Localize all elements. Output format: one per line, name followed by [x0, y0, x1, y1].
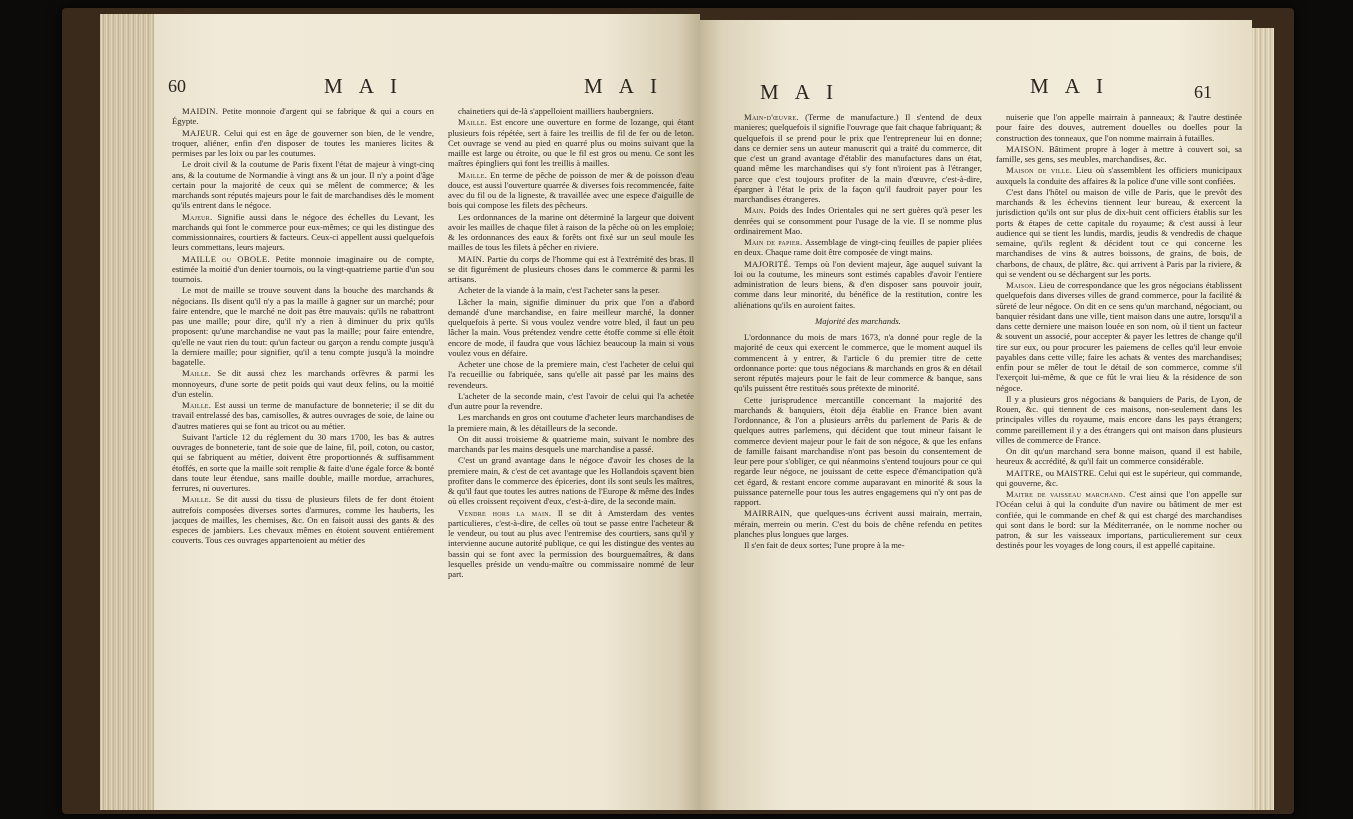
running-head-word-facing: M A I	[584, 74, 664, 98]
entry-text: ou MAISTRE. Celui qui est le supérieur, qui commande, qui gouverne, &c.	[996, 467, 1242, 488]
page-edges-left	[100, 14, 156, 810]
entry-text: Est aussi un terme de manufacture de bonneterie; il se dit du travail entrelassé des bas, camisolles, & autres ouvrages de soie, de laine ou d'autres matieres qui se font au tricot ou au métier.	[172, 400, 434, 431]
dictionary-entry	[448, 117, 694, 168]
entry-headword: Main de papier.	[744, 237, 803, 247]
dictionary-entry	[448, 285, 694, 295]
running-head-word: M A I	[1030, 74, 1110, 98]
entry-text: Lâcher la main, signifie diminuer du prix que l'on a d'abord demandé d'une marchandise, en faire meilleur marché, la donner quelquefois à perte. Si vous voulez vendre votre bled, il faut un peu lâcher la main. Vous prétendez vendre cette étoffe comme si elle étoit encore de mode, il faudra que vous lâchiez beaucoup la main si vous voulez vous en défaire.	[448, 296, 694, 358]
dictionary-entry	[734, 259, 982, 310]
dictionary-entry	[996, 112, 1242, 143]
dictionary-entry	[734, 205, 982, 236]
entry-text: Il y a plusieurs gros négocians & banquiers de Paris, de Lyon, de Rouen, &c. qui tiennent de ces maisons, non-seulement dans les principales villes du royaume, mais encore dans les pays étrangers; comme pareillement il y a des étrangers qui ont maison dans plusieurs villes de commerce de France.	[996, 393, 1242, 445]
entry-text: Temps où l'on devient majeur, âge auquel suivant la loi ou la coutume, les mineurs sont estimés capables d'avoir l'entiere administration de leurs biens, & d'en disposer sans pouvoir jouir, comme dans leur minorité, du bénéfice de la restitution, contre les aliénations qu'ils en auroient faites.	[734, 258, 982, 310]
left-column-a	[172, 106, 434, 804]
entry-text: Lieu où s'assemblent les officiers municipaux auxquels la conduite des affaires & la police d'une ville sont confiées.	[996, 165, 1242, 186]
entry-text: Suivant l'article 12 du réglement du 30 mars 1700, les bas & autres ouvrages de bonneterie, tant de soie que de laine, fil, poil, coton, ou castor, qui se fabriquent au métier, doivent être proportionnés & suffisamment étoffés, en sorte que la maille soit remplie & faite d'une égale force & bonté dans toute leur étendue, sans maille double, maille mordue, arrachures, ferrures, ni ouvertures.	[172, 431, 434, 493]
entry-headword: MAIDIN.	[182, 106, 219, 116]
dictionary-entry	[172, 106, 434, 127]
dictionary-entry	[172, 285, 434, 367]
dictionary-entry	[448, 170, 694, 211]
right-column-b	[996, 112, 1242, 804]
entry-headword: Main-d'œuvre.	[744, 112, 799, 122]
entry-text: L'acheter de la seconde main, c'est l'avoir de celui qui l'a achetée d'un autre pour la revendre.	[448, 390, 694, 411]
entry-text: nuiserie que l'on appelle mairrain à panneaux; & l'autre destinée pour faire des douves, autrement douelles ou doelles pour la construction des tonneaux, que l'on nomme mairrain à futailles.	[996, 112, 1242, 143]
dictionary-entry	[172, 159, 434, 210]
entry-headword: MAIN.	[458, 253, 485, 264]
dictionary-entry	[172, 400, 434, 431]
running-head-right	[700, 74, 1252, 110]
dictionary-entry	[448, 412, 694, 433]
left-column-b	[448, 106, 694, 804]
entry-headword: MAILLE ou OBOLE.	[182, 253, 270, 264]
dictionary-entry	[172, 212, 434, 253]
dictionary-entry	[448, 254, 694, 285]
entry-headword: Maille.	[182, 400, 212, 410]
entry-text: Lieu de correspondance que les gros négocians établissent quelquefois dans diverses villes de grand commerce, pour la facilité & sûreté de leur négoce. On dit en ce sens qu'un marchand, négociant, ou banquier résidant dans une ville, tient maison dans une autre, lorsqu'il a dans cette derniere une maison louée en son nom, où il tient un facteur & souvent un associé, pour accepter & payer les lettres de change qu'il tire sur eux, ou pour procurer les paiemens de celles qu'il leur envoie payables dans cette ville; faire les achats & ventes des marchandises; enfin pour se mêler de tout le détail de son commerce, comme s'il l'exerçoit lui-même, & que ce fût le vrai lieu & la résidence de son négoce.	[996, 280, 1242, 393]
entry-headword: MAITRE,	[1006, 467, 1044, 478]
entry-text: Il s'en fait de deux sortes; l'une propre à la me-	[744, 540, 905, 550]
entry-text: Les marchands en gros ont coutume d'acheter leurs marchandises de la premiere main, & les détailleurs de la seconde.	[448, 412, 694, 433]
running-head-word: M A I	[324, 74, 404, 98]
entry-text: En terme de pêche de poisson de mer & de poisson d'eau douce, est aussi l'ouverture quarrée & diverses fois recommencée, faite avec du fil ou de la ligneste, & travaillée avec une espece d'aiguille de bois qui compose les filets des pêcheurs.	[448, 169, 694, 211]
dictionary-entry	[996, 468, 1242, 489]
dictionary-entry	[996, 144, 1242, 165]
dictionary-entry	[996, 165, 1242, 186]
entry-text: C'est dans l'hôtel ou maison de ville de Paris, que le prevôt des marchands & les échevins tiennent leur bureau, & exercent la jurisdiction qu'ils ont sur plus de dix-huit cent officiers établis sur les ports & étapes de cette capitale du royaume; & c'est aussi à leur audience qui se tient les lundis, mardis, jeudis & vendredis de chaque semaine, qu'ils reglent & décident tout ce qui concerne les marchandises de vins & autres boissons, de grains, de bois, de charbons, de chaux, de plâtre, &c. qui arrivent à Paris par la riviere, & qui se vendent ou se déchargent sur les ports.	[996, 186, 1242, 279]
dictionary-entry	[734, 332, 982, 394]
entry-text: Est encore une ouverture en forme de lozange, qui étant plusieurs fois répétée, sert à faire les treillis de fil de fer ou de leton. Cet ouvrage se vend au pied en quarré plus ou moins suivant que la maille est large ou étroite, ou que le fil est gros ou menu. Ce sont les maîtres épingliers qui font les treillis à mailles.	[448, 117, 694, 169]
entry-text: Partie du corps de l'homme qui est à l'extrémité des bras. Il se dit figurément de plusieurs choses dans le commerce & parmi les artisans.	[448, 253, 694, 284]
entry-headword: Main.	[744, 205, 766, 216]
entry-text: C'est ainsi que l'on appelle sur l'Océan celui à qui la conduite d'un navire ou bâtiment de mer est confiée, qui le commande en chef & qui est chargé des marchandises qui sont dans le bord: sur la Méditerranée, on le nomme nocher ou patron, & sur les vaisseaux importans, particulierement sur ceux destinés pour les voyages de long cours, il est appellé capitaine.	[996, 489, 1242, 551]
entry-headword: Maille.	[458, 169, 488, 180]
dictionary-entry	[448, 508, 694, 580]
entry-headword: Maison.	[1006, 280, 1037, 290]
entry-text: On dit qu'un marchand sera bonne maison, quand il est habile, heureux & accrédité, & qu'il fait un commerce considérable.	[996, 446, 1242, 467]
entry-text: Acheter une chose de la premiere main, c'est l'acheter de celui qui l'a recueillie ou fabriquée, sans qu'elle ait passé par les mains des revendeurs.	[448, 359, 694, 390]
entry-text: (Terme de manufacture.) Il s'entend de deux manieres; quelquefois il signifie l'ouvrage que fait chaque fabriquant; & quelquefois il se prend pour le prix que l'entrepreneur lui en donne; dans ce dernier sens un auteur manuscrit qui a traité du commerce, dit que c'est un grand avantage d'établir des manufactures dans un état, quand même les marchandises qui s'y font n'iroient pas à l'étranger, parce que c'est toujours profiter de la main d'œuvre, c'est-à-dire, épargner à l'état le prix de la façon qu'il faudroit payer pour les marchandises étrangeres.	[734, 112, 982, 204]
dictionary-entry	[172, 494, 434, 545]
dictionary-entry	[172, 368, 434, 399]
entry-headword: Maille.	[182, 494, 212, 505]
page-number-left: 60	[168, 76, 186, 96]
entry-text: On dit aussi troisieme & quatrieme main, suivant le nombre des marchands par les mains desquels une marchandise a passé.	[448, 433, 694, 454]
dictionary-entry	[448, 455, 694, 506]
entry-text: Acheter de la viande à la main, c'est l'acheter sans la peser.	[458, 285, 660, 296]
entry-headword: Majeur.	[182, 211, 213, 222]
entry-text: que quelques-uns écrivent aussi mairain, merrain, mérain, merrein ou merin. C'est du bois de chêne refendu en petites planches plus longues que larges.	[734, 508, 982, 539]
dictionary-entry	[172, 128, 434, 159]
right-column-a	[734, 112, 982, 804]
running-head-left	[154, 74, 700, 104]
entry-text: Celui qui est en âge de gouverner son bien, de le vendre, troquer, aliéner, enfin d'en disposer de toutes les manieres licites & permises par les loix ou par les coutumes.	[172, 127, 434, 158]
dictionary-entry	[172, 254, 434, 285]
entry-text: C'est un grand avantage dans le négoce d'avoir les choses de la premiere main, & c'est de cet avantage que les Hollandois sçavent bien profiter dans le commerce des épiceries, dont ils sont seuls les maîtres, & qu'il faut que toutes les autres nations de l'Europe & même des Indes où elles croissent reçoivent d'eux, c'est-à-dire, de la seconde main.	[448, 455, 694, 507]
entry-text: Se dit aussi du tissu de plusieurs filets de fer dont étoient autrefois composées diverses sortes d'armures, comme les hauberts, les jacques de mailles, les chemises, &c. On en faisoit aussi des gants & des especes de jambiers. Les chevaux mêmes en étoient souvent entiérement couverts. Tous ces ouvrages appartenoient au métier des	[172, 494, 434, 546]
dictionary-entry	[996, 489, 1242, 551]
entry-headword: Maitre de vaisseau marchand.	[1006, 489, 1126, 499]
dictionary-entry	[172, 432, 434, 494]
entry-text: chainetiers qui de-là s'appelloient mailliers haubergniers.	[458, 106, 654, 116]
entry-text: Le mot de maille se trouve souvent dans la bouche des marchands & négocians. Ils disent qu'il n'y a pas la maille à gagner sur un marché; pour faire entendre, que le marché ne doit pas être mauvais: qu'ils ne rabattront pas une maille; pour dire, qu'il n'y a rien à diminuer du prix qu'ils proposent: qu'une marchandise ne vaut pas la maille; pour faire entendre, qu'elle ne vaut rien du tout: qu'un facteur ou garçon a rendu compte jusqu'à la derniere maille; pour signifier, qu'il a tenu compte jusqu'à la moindre bagatelle.	[172, 285, 434, 367]
entry-text: Majorité des marchands.	[815, 315, 901, 326]
entry-text: Petite monnoie d'argent qui se fabrique & qui a cours en Égypte.	[172, 106, 434, 127]
dictionary-entry	[448, 212, 694, 253]
dictionary-entry	[448, 106, 694, 116]
entry-text: Le droit civil & la coutume de Paris fixent l'état de majeur à vingt-cinq ans, & la coutume de Normandie à vingt ans & un jour. Il n'y a point d'âge certain pour la majorité de ceux qui se mêlent de commerce; & les marchands sont réputés majeurs pour le fait de marchandises dès le moment qu'ils entrent dans le négoce.	[172, 159, 434, 211]
entry-text: Assemblage de vingt-cinq feuilles de papier pliées en deux. Chaque rame doit être composée de vingt mains.	[734, 237, 982, 258]
entry-headword: Maison de ville.	[1006, 165, 1073, 176]
dictionary-entry	[996, 446, 1242, 467]
entry-text: Les ordonnances de la marine ont déterminé la largeur que doivent avoir les mailles de chaque filet à raison de la pêche où on les emploie; & les ordonnances des eaux & forêts ont fixé sur un seul moule les mailles de tous les filets à pêcher en riviere.	[448, 211, 694, 253]
dictionary-entry	[734, 395, 982, 508]
dictionary-entry	[448, 297, 694, 359]
entry-text: Petite monnoie imaginaire ou de compte, estimée la moitié d'un denier tournois, ou la vingt-quatrieme partie d'un sou tournois.	[172, 253, 434, 284]
entry-text: Se dit aussi chez les marchands orfèvres & parmi les monnoyeurs, d'une sorte de petit poids qui vaut deux felins, ou la moitié d'un estelin.	[172, 368, 434, 399]
dictionary-entry	[448, 391, 694, 412]
page-edges-right	[1252, 28, 1274, 810]
dictionary-entry	[734, 540, 982, 550]
entry-text: Bâtiment propre à loger à mettre à couvert soi, sa famille, ses gens, ses meubles, marchandises, &c.	[996, 143, 1242, 164]
dictionary-entry	[448, 359, 694, 390]
page-number-right: 61	[1194, 82, 1212, 102]
dictionary-entry	[734, 508, 982, 539]
entry-headword: MAJEUR.	[182, 127, 221, 138]
entry-headword: MAIRRAIN,	[744, 508, 793, 519]
entry-headword: Vendre hors la main.	[458, 507, 552, 518]
entry-headword: Maille.	[458, 117, 488, 128]
dictionary-entry	[996, 394, 1242, 445]
entry-text: L'ordonnance du mois de mars 1673, n'a donné pour regle de la majorité de ceux qui exercent le commerce, que le moment auquel ils commencent à y entrer, & l'article 6 du premier titre de cette ordonnance porte: que tous négocians & marchands en gros & en détail seront réputés majeurs pour le fait de leur commerce & banque, sans qu'ils puissent être restitués sous prétexte de minorité.	[734, 332, 982, 394]
entry-text: Cette jurisprudence mercantille concernant la majorité des marchands & banquiers, étoit déja établie en France bien avant l'ordonnance, & l'on a plusieurs arrêts du parlement de Paris & de quelques autres parlemens, qui décident que tout mineur faisant le commerce devient majeur pour le fait de son négoce, & que les enfans de famille faisant marchandise n'ont pas besoin du consentement de leur pere pour s'obliger, ce qui néanmoins s'entend toujours pour ce qui regarde leur négoce, ne jouissant de cette espece d'émancipation qu'à cet égard, & restant encore comme auparavant en minorité & sous la puissance paternelle pour tous les autres engagemens qui n'y ont pas de rapport.	[734, 394, 982, 507]
dictionary-entry	[448, 434, 694, 455]
entry-text: Signifie aussi dans le négoce des échelles du Levant, les marchands qui font le commerce pour eux-mêmes; ce qui les distingue des commissionnaires, courtiers & facteurs. Ceux-ci appellent aussi quelquefois leurs commettans, leurs majeurs.	[172, 211, 434, 253]
entry-headword: Maille.	[182, 368, 212, 379]
dictionary-entry	[996, 280, 1242, 393]
dictionary-entry	[734, 237, 982, 258]
dictionary-entry	[734, 316, 982, 326]
entry-text: Poids des Indes Orientales qui ne sert guères qu'à peser les denrées qui se consomment pour l'usage de la vie. Il se nomme plus ordinairement Mao.	[734, 205, 982, 236]
dictionary-entry	[996, 187, 1242, 279]
running-head-word-facing: M A I	[760, 80, 840, 104]
entry-text: Il se dit à Amsterdam des ventes particulieres, c'est-à-dire, de celles où tout se passe entre l'acheteur & le vendeur, ou tout au plus avec l'entremise des courtiers, sans qu'il y intervienne aucune autorité publique, ce qui les distingue des ventes au bassin qui se font avec la permission des bourguemaîtres, & dans lesquelles préside un vendu-maître ou commissaire nommé de leur part.	[448, 507, 694, 579]
left-page	[154, 14, 700, 810]
entry-headword: MAJORITÉ.	[744, 258, 792, 269]
right-page	[700, 20, 1252, 810]
entry-headword: MAISON.	[1006, 143, 1045, 154]
dictionary-entry	[734, 112, 982, 204]
